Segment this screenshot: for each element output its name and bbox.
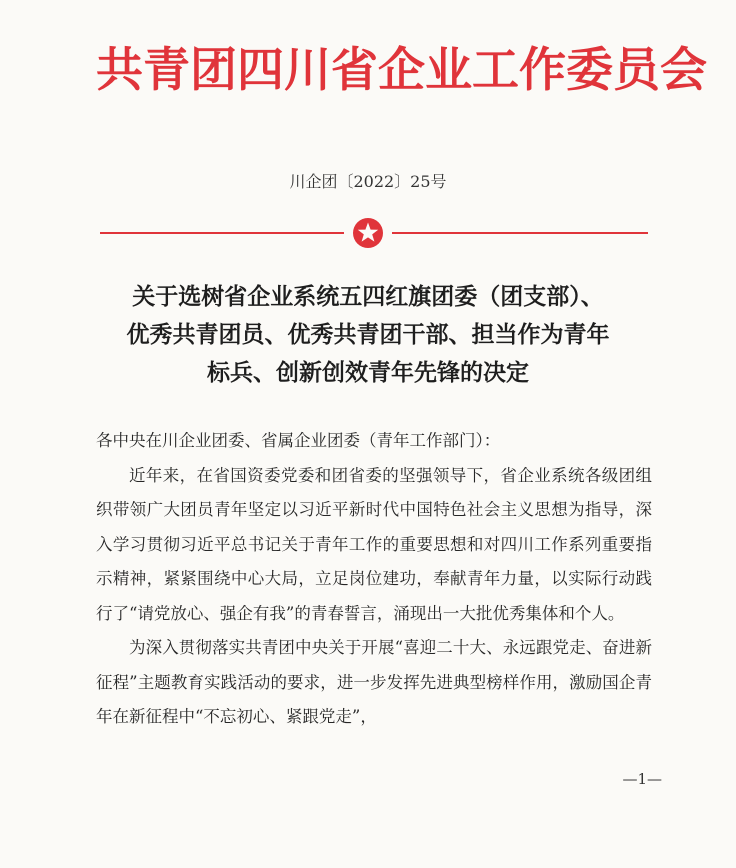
- document-title-line: 关于选树省企业系统五四红旗团委（团支部）、: [132, 284, 604, 310]
- body-paragraph: 为深入贯彻落实共青团中央关于开展“喜迎二十大、永远跟党走、奋进新征程”主题教育实践活动的要求，进一步发挥先进典型榜样作用，激励国企青年在新征程中“不忘初心、紧跟党走”，: [96, 638, 652, 726]
- document-title: [90, 278, 646, 392]
- salutation: 各中央在川企业团委、省属企业团委（青年工作部门）：: [96, 431, 501, 450]
- issuing-organization-title: 共青团四川省企业工作委员会: [96, 43, 707, 98]
- header-divider-left: [100, 232, 344, 234]
- body-paragraph: 近年来，在省国资委党委和团省委的坚强领导下，省企业系统各级团组织带领广大团员青年坚定以习近平新时代中国特色社会主义思想为指导，深入学习贯彻习近平总书记关于青年工作的重要思想和对四川工作系列重要指示精神，紧紧围绕中心大局，立足岗位建功，奉献青年力量，以实际行动践行了“请党放心、强企有我”的青春誓言，涌现出一大批优秀集体和个人。: [96, 465, 652, 623]
- document-number: 川企团〔2022〕25号: [289, 172, 447, 191]
- red-star-icon: [352, 217, 384, 249]
- document-body: [96, 424, 652, 735]
- document-title-line: 标兵、创新创效青年先锋的决定: [207, 360, 529, 386]
- page-number: —1—: [622, 770, 662, 788]
- document-title-line: 优秀共青团员、优秀共青团干部、担当作为青年: [126, 322, 610, 348]
- header-divider-right: [392, 232, 648, 234]
